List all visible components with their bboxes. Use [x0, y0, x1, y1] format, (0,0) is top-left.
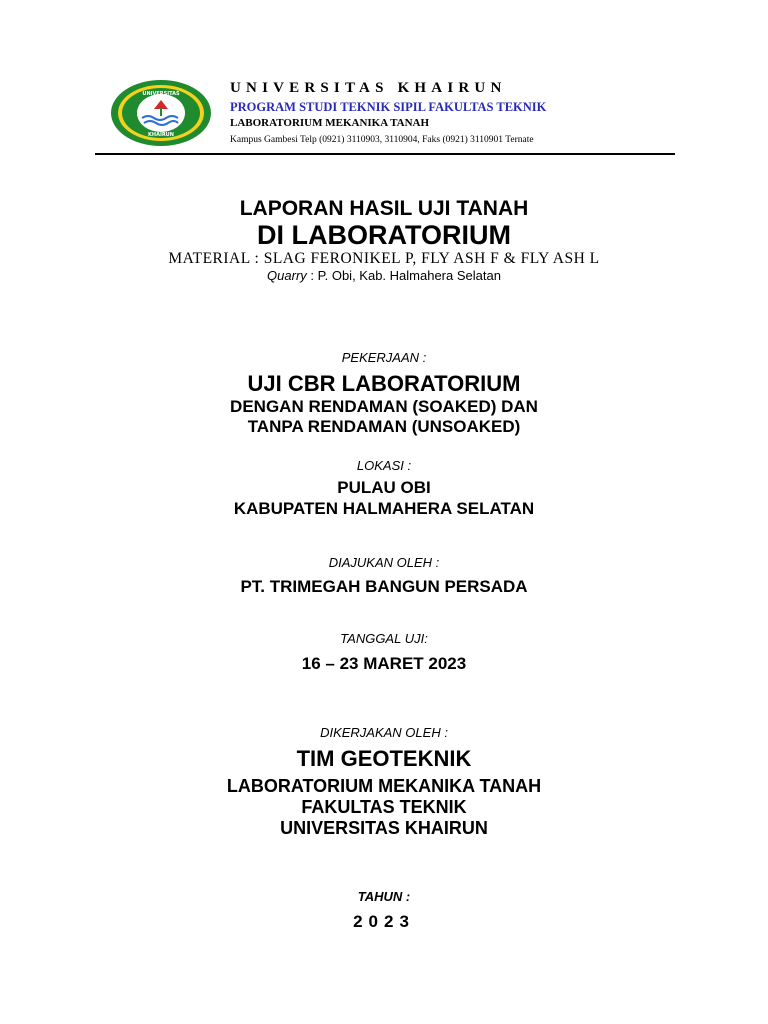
tahun-label: TAHUN :	[357, 889, 411, 904]
tanggal-value: 16 – 23 MARET 2023	[301, 654, 467, 673]
university-seal-logo	[110, 78, 212, 148]
tanggal-label: TANGGAL UJI:	[340, 631, 428, 646]
quarry-line	[0, 268, 768, 283]
pekerjaan-label: PEKERJAAN :	[341, 350, 427, 365]
study-program: PROGRAM STUDI TEKNIK SIPIL FAKULTAS TEKNIK	[230, 100, 547, 114]
laboratory-name: LABORATORIUM MEKANIKA TANAH	[230, 117, 430, 129]
report-title-line2: DI LABORATORIUM	[257, 220, 511, 250]
dikerjakan-line2: FAKULTAS TEKNIK	[301, 797, 467, 817]
report-title-line1: LAPORAN HASIL UJI TANAH	[239, 197, 529, 220]
seal-text-bottom: KHAIRUN	[148, 132, 174, 138]
quarry-value: : P. Obi, Kab. Halmahera Selatan	[306, 268, 501, 283]
pekerjaan-title: UJI CBR LABORATORIUM	[247, 371, 521, 396]
lokasi-label: LOKASI :	[356, 458, 412, 473]
header-divider	[95, 153, 675, 155]
tahun-value: 2023	[353, 912, 415, 931]
lokasi-line2: KABUPATEN HALMAHERA SELATAN	[233, 499, 535, 518]
dikerjakan-label: DIKERJAKAN OLEH :	[320, 725, 448, 740]
dikerjakan-line1: LABORATORIUM MEKANIKA TANAH	[226, 776, 542, 796]
letterhead	[0, 0, 768, 160]
university-name: UNIVERSITAS KHAIRUN	[230, 80, 507, 96]
lokasi-line1: PULAU OBI	[337, 478, 431, 497]
letterhead-text	[230, 78, 546, 147]
team-name: TIM GEOTEKNIK	[296, 746, 472, 771]
contact-address: Kampus Gambesi Telp (0921) 3110903, 3110904, Faks (0921) 3110901 Ternate	[230, 135, 534, 145]
pekerjaan-line3: TANPA RENDAMAN (UNSOAKED)	[247, 417, 521, 436]
diajukan-label: DIAJUKAN OLEH :	[328, 555, 440, 570]
diajukan-value: PT. TRIMEGAH BANGUN PERSADA	[240, 577, 528, 596]
quarry-label: Quarry	[267, 268, 307, 283]
seal-text-top: UNIVERSITAS	[142, 91, 180, 97]
pekerjaan-line2: DENGAN RENDAMAN (SOAKED) DAN	[230, 397, 538, 416]
dikerjakan-line3: UNIVERSITAS KHAIRUN	[280, 818, 488, 838]
material-line: MATERIAL : SLAG FERONIKEL P, FLY ASH F & FLY ASH L	[168, 250, 600, 267]
